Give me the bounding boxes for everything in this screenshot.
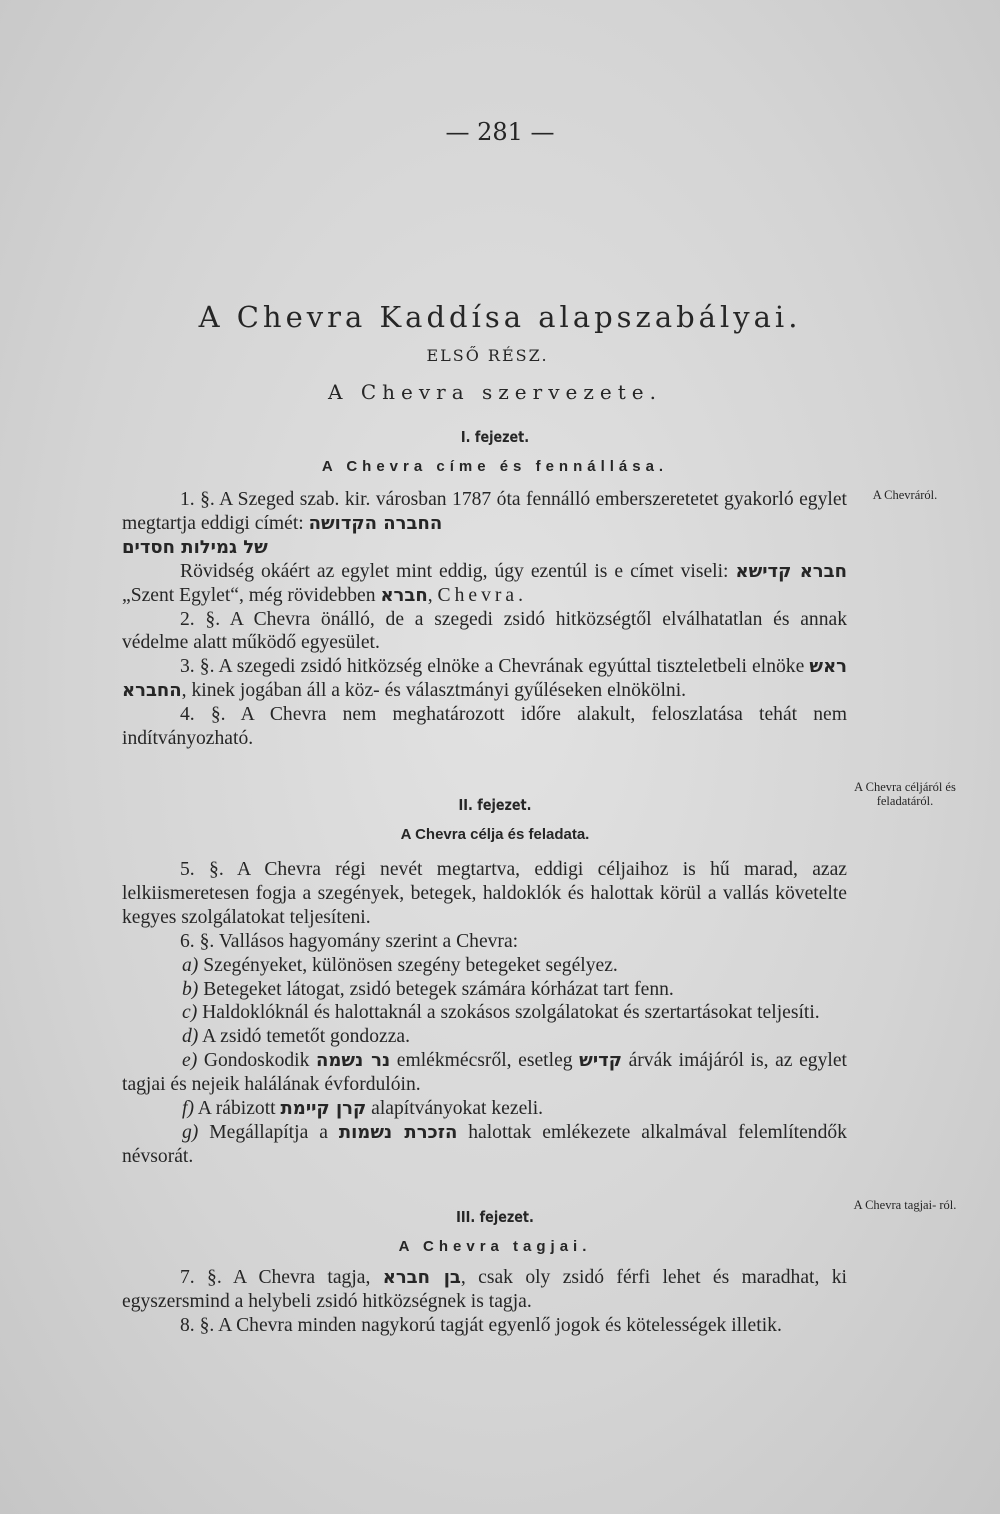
list-item-a: a) Szegényeket, különösen szegény betegeket segélyez. bbox=[182, 954, 618, 976]
paragraph-8: 7. §. A Chevra tagja, בן חברא, csak oly zsidó férfi lehet és maradhat, ki egyszersmind a helybeli zsidó hitközségnek is tagja. bbox=[122, 1267, 847, 1312]
chapter-3-body bbox=[122, 1266, 847, 1338]
list-item-e: e) Gondoskodik נר נשמה emlékmécsről, esetleg קדיש árvák imájáról is, az egylet tagjai és nejeik halálának évfordulóin. bbox=[122, 1050, 847, 1096]
list-item-b: b) Betegeket látogat, zsidó betegek számára kórházat tart fenn. bbox=[182, 978, 674, 1000]
margin-note-1: A Chevráról. bbox=[872, 488, 938, 502]
part-heading: ELSŐ RÉSZ. bbox=[426, 346, 549, 365]
paragraph-9: 8. §. A Chevra minden nagykorú tagját egyenlő jogok és kötelességek illetik. bbox=[180, 1314, 782, 1336]
paragraph-2: Rövidség okáért az egylet mint eddig, úgy ezentúl is e címet viseli: חברא קדישא „Szent Egylet“, még rövidebben חברא, Chevra. bbox=[122, 560, 847, 606]
document-title: A Chevra Kaddísa alapszabályai. bbox=[198, 300, 802, 334]
paragraph-1: 1. §. A Szeged szab. kir. városban 1787 óta fennálló emberszeretetet gyakorló egylet megtartja eddigi címét: החברה הקדושה של גמילות חסדים bbox=[122, 489, 847, 558]
chapter-3-subheading: A Chevra tagjai. bbox=[398, 1238, 592, 1255]
list-item-f: f) A rábizott קרן קיימת alapítványokat kezeli. bbox=[182, 1098, 544, 1120]
chapter-2-body bbox=[122, 858, 847, 1169]
chapter-2-subheading: A Chevra célja és feladata. bbox=[400, 826, 590, 843]
list-item-d: d) A zsidó temetőt gondozza. bbox=[182, 1026, 411, 1048]
section-heading: A Chevra szervezete. bbox=[328, 380, 662, 404]
list-item-g: g) Megállapítja a הזכרת נשמות halottak emlékezete alkalmával felemlítendők névsorát. bbox=[122, 1121, 847, 1167]
chapter-3-heading: III. fejezet. bbox=[456, 1208, 534, 1226]
paragraph-4: 3. §. A szegedi zsidó hitközség elnöke a Chevrának egyúttal tiszteletbeli elnöke ראש החברא, kinek jogában áll a köz- és választmányi gyűléseken elnökölni. bbox=[122, 656, 848, 702]
chapter-1-body bbox=[122, 488, 847, 751]
paragraph-7: 6. §. Vallásos hagyomány szerint a Chevra: bbox=[180, 930, 519, 952]
paragraph-5: 4. §. A Chevra nem meghatározott időre alakult, feloszlatása tehát nem indítványozható. bbox=[122, 704, 847, 750]
paragraph-3: 2. §. A Chevra önálló, de a szegedi zsidó hitközségtől elválhatatlan és annak védelme alatt működő egyesület. bbox=[122, 608, 847, 654]
list-item-c: c) Haldoklóknál és halottaknál a szokásos szolgálatokat és szertartásokat teljesíti. bbox=[182, 1002, 820, 1024]
chapter-1-heading: I. fejezet. bbox=[460, 428, 530, 446]
margin-note-3: A Chevra tagjai- ról. bbox=[853, 1198, 957, 1212]
page-number: — 281 — bbox=[445, 118, 555, 146]
chapter-2-heading: II. fejezet. bbox=[458, 796, 532, 814]
margin-note-2: A Chevra céljáról és feladatáról. bbox=[854, 780, 956, 808]
chapter-1-subheading: A Chevra címe és fennállása. bbox=[321, 458, 669, 475]
paragraph-6: 5. §. A Chevra régi nevét megtartva, eddigi céljaihoz is hű marad, azaz lelkiismeretesen fogja a szegények, betegek, haldoklók és halottak körül a vallás követelte kegyes szolgálatokat teljesíteni. bbox=[122, 859, 847, 928]
